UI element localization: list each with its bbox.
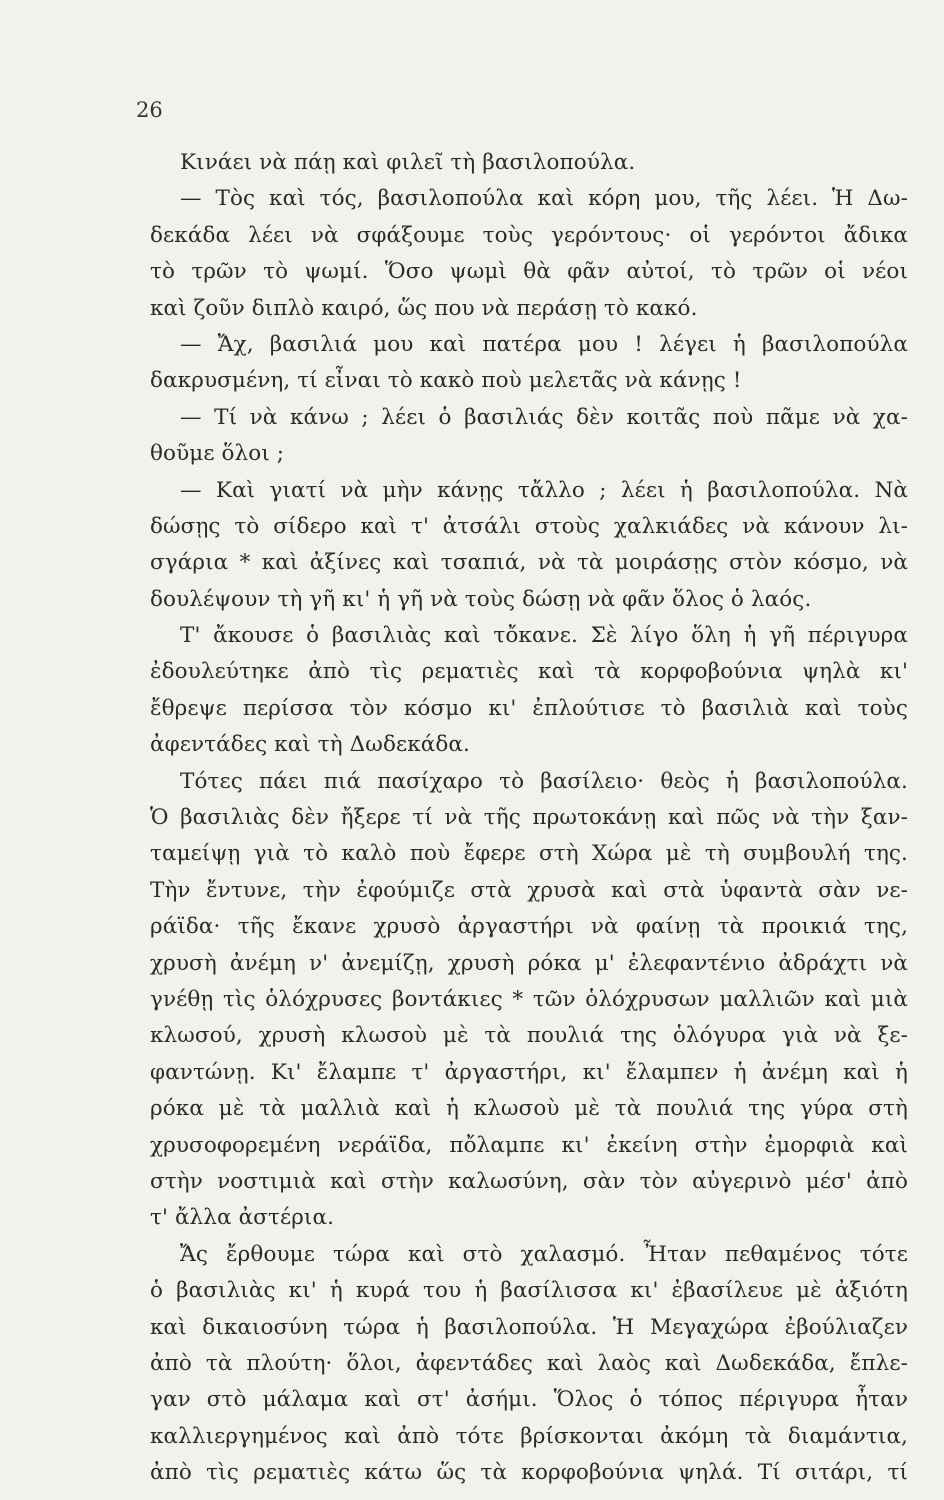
text-line: τὸ τρῶν τὸ ψωμί. Ὅσο ψωμὶ θὰ φᾶν αὐτοί, τὸ τρῶν οἱ νέοι: [150, 259, 908, 285]
text-line: ἀπὸ τὰ πλούτη· ὅλοι, ἀφεντάδες καὶ λαὸς καὶ Δωδεκάδα, ἔπλε-: [150, 1350, 908, 1376]
text-line: ταμείψῃ γιὰ τὸ καλὸ ποὺ ἔφερε στὴ Χώρα μὲ τὴ συμβουλή της.: [150, 841, 908, 867]
text-line: ράϊδα· τῆς ἔκανε χρυσὸ ἀργαστήρι νὰ φαίνῃ τὰ προικιά της,: [150, 914, 908, 940]
text-line: φαντώνῃ. Κι' ἔλαμπε τ' ἀργαστήρι, κι' ἔλαμπεν ἡ ἀνέμη καὶ ἡ: [150, 1059, 908, 1085]
text-line: ἀφεντάδες καὶ τὴ Δωδεκάδα.: [150, 732, 470, 758]
text-line: χρυσοφορεμένη νεράϊδα, πὄλαμπε κι' ἐκείνη στὴν ἐμορφιὰ καὶ: [150, 1132, 908, 1158]
text-line: καὶ δικαιοσύνη τώρα ἡ βασιλοπούλα. Ἡ Μεγαχώρα ἐβούλιαζεν: [150, 1314, 908, 1340]
text-line: τ' ἄλλα ἀστέρια.: [150, 1205, 335, 1231]
text-line: χρυσὴ ἀνέμη ν' ἀνεμίζῃ, χρυσὴ ρόκα μ' ἐλεφαντένιο ἀδράχτι νὰ: [150, 950, 908, 976]
text-line: Τ' ἄκουσε ὁ βασιλιὰς καὶ τὄκανε. Σὲ λίγο ὅλη ἡ γῆ πέριγυρα: [180, 623, 908, 649]
text-line: — Ἄχ, βασιλιά μου καὶ πατέρα μου ! λέγει ἡ βασιλοπούλα: [180, 331, 908, 357]
text-line: ἀπὸ τὶς ρεματιὲς κάτω ὥς τὰ κορφοβούνια ψηλά. Τί σιτάρι, τί: [150, 1460, 908, 1486]
text-line: Τότες πάει πιά πασίχαρο τὸ βασίλειο· θεὸς ἡ βασιλοπούλα.: [180, 768, 908, 794]
text-line: θοῦμε ὅλοι ;: [150, 441, 285, 467]
text-line: — Καὶ γιατί νὰ μὴν κάνῃς τἄλλο ; λέει ἡ βασιλοπούλα. Νὰ: [180, 477, 908, 503]
text-line: καλλιεργημένος καὶ ἀπὸ τότε βρίσκονται ἀκόμη τὰ διαμάντια,: [150, 1423, 908, 1449]
body-text: [150, 145, 908, 1491]
page-number: 26: [136, 98, 163, 122]
text-line: δώσῃς τὸ σίδερο καὶ τ' ἀτσάλι στοὺς χαλκιάδες νὰ κάνουν λι-: [150, 513, 908, 539]
text-line: ἐδουλεύτηκε ἀπὸ τὶς ρεματιὲς καὶ τὰ κορφοβούνια ψηλὰ κι': [150, 659, 908, 685]
text-line: Ὁ βασιλιὰς δὲν ἤξερε τί νὰ τῆς πρωτοκάνῃ καὶ πῶς νὰ τὴν ξαν-: [150, 805, 908, 831]
text-line: — Τί νὰ κάνω ; λέει ὁ βασιλιάς δὲν κοιτᾶς ποὺ πᾶμε νὰ χα-: [180, 404, 908, 430]
text-line: γαν στὸ μάλαμα καὶ στ' ἀσήμι. Ὅλος ὁ τόπος πέριγυρα ἦταν: [150, 1387, 908, 1413]
text-line: σγάρια * καὶ ἀξίνες καὶ τσαπιά, νὰ τὰ μοιράσῃς στὸν κόσμο, νὰ: [150, 550, 908, 576]
text-line: γνέθῃ τὶς ὁλόχρυσες βοντάκιες * τῶν ὁλόχρυσων μαλλιῶν καὶ μιὰ: [150, 986, 908, 1012]
text-line: ἔθρεψε περίσσα τὸν κόσμο κι' ἐπλούτισε τὸ βασιλιὰ καὶ τοὺς: [150, 695, 908, 721]
text-line: δακρυσμένη, τί εἶναι τὸ κακὸ ποὺ μελετᾶς νὰ κάνῃς !: [150, 368, 742, 394]
text-line: δουλέψουν τὴ γῆ κι' ἡ γῆ νὰ τοὺς δώσῃ νὰ φᾶν ὅλος ὁ λαός.: [150, 586, 812, 612]
text-line: καὶ ζοῦν διπλὸ καιρό, ὥς που νὰ περάσῃ τὸ κακό.: [150, 295, 698, 321]
text-line: Κινάει νὰ πάῃ καὶ φιλεῖ τὴ βασιλοπούλα.: [180, 150, 636, 175]
text-line: Ἄς ἔρθουμε τώρα καὶ στὸ χαλασμό. Ἦταν πεθαμένος τότε: [180, 1241, 908, 1267]
text-line: ὁ βασιλιὰς κι' ἡ κυρά του ἡ βασίλισσα κι' ἐβασίλευε μὲ ἀξιότη: [150, 1278, 908, 1304]
text-line: Τὴν ἔντυνε, τὴν ἐφούμιζε στὰ χρυσὰ καὶ στὰ ὑφαντὰ σὰν νε-: [150, 877, 908, 903]
text-line: — Τὸς καὶ τός, βασιλοπούλα καὶ κόρη μου, τῆς λέει. Ἡ Δω-: [180, 186, 908, 212]
text-line: δεκάδα λέει νὰ σφάξουμε τοὺς γερόντους· οἱ γερόντοι ἄδικα: [150, 222, 908, 248]
text-line: στὴν νοστιμιὰ καὶ στὴν καλωσύνη, σὰν τὸν αὐγερινὸ μέσ' ἀπὸ: [150, 1168, 908, 1194]
text-line: κλωσού, χρυσὴ κλωσοὺ μὲ τὰ πουλιά της ὁλόγυρα γιὰ νὰ ξε-: [150, 1023, 908, 1049]
text-line: ρόκα μὲ τὰ μαλλιὰ καὶ ἡ κλωσοὺ μὲ τὰ πουλιά της γύρα στὴ: [150, 1096, 908, 1122]
